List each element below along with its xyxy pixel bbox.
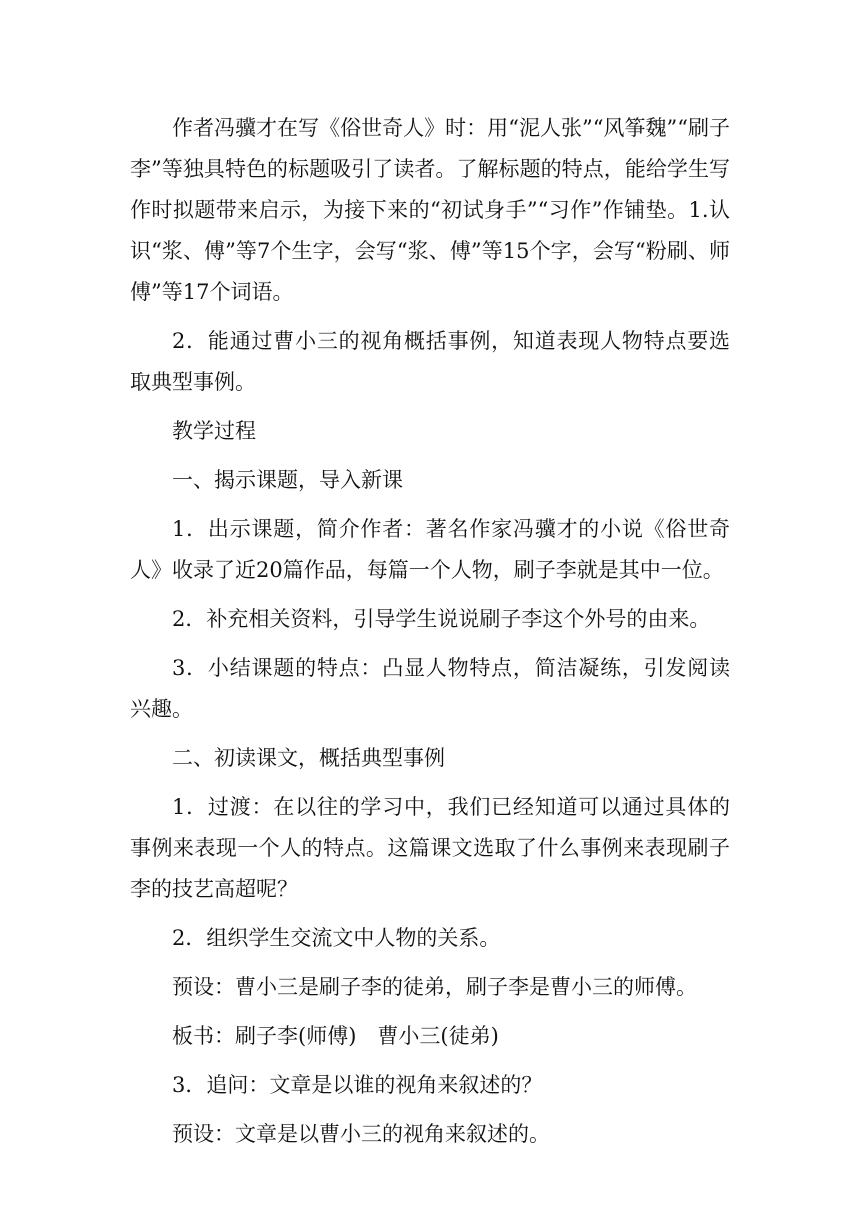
paragraph-preset-2: 预设：文章是以曹小三的视角来叙述的。 [172,1122,550,1146]
paragraph-objective-2: 2．能通过曹小三的视角概括事例，知道表现人物特点要选取典型事例。 [130,329,730,394]
paragraph-preset-1: 预设：曹小三是刷子李的徒弟，刷子李是曹小三的师傅。 [172,975,697,999]
paragraph-step-1-3: 3．小结课题的特点：凸显人物特点，简洁凝练，引发阅读兴趣。 [130,656,730,721]
section-heading-part-2: 二、初读课文，概括典型事例 [172,746,445,770]
section-heading-part-1: 一、揭示课题，导入新课 [172,468,403,492]
section-heading-teaching-process: 教学过程 [172,419,256,443]
paragraph-board-writing: 板书：刷子李(师傅) 曹小三(徒弟) [172,1024,499,1048]
paragraph-step-2-3: 3．追问：文章是以谁的视角来叙述的？ [172,1073,543,1097]
paragraph-intro: 作者冯骥才在写《俗世奇人》时：用“泥人张”“风筝魏”“刷子李”等独具特色的标题吸引了读者。了解标题的特点，能给学生写作时拟题带来启示，为接下来的“初试身手”“习作”作铺垫。1.认识“浆、傅”等7个生字，会写“浆、傅”等15个字，会写“粉刷、师傅”等17个词语。 [130,116,730,304]
paragraph-step-1-1: 1．出示课题，简介作者：著名作家冯骥才的小说《俗世奇人》收录了近20篇作品，每篇一个人物，刷子李就是其中一位。 [130,517,730,582]
paragraph-step-2-2: 2．组织学生交流文中人物的关系。 [172,926,501,950]
paragraph-step-1-2: 2．补充相关资料，引导学生说说刷子李这个外号的由来。 [172,607,711,631]
document-body [130,108,730,1163]
paragraph-step-2-1: 1．过渡：在以往的学习中，我们已经知道可以通过具体的事例来表现一个人的特点。这篇课文选取了什么事例来表现刷子李的技艺高超呢？ [130,795,730,901]
